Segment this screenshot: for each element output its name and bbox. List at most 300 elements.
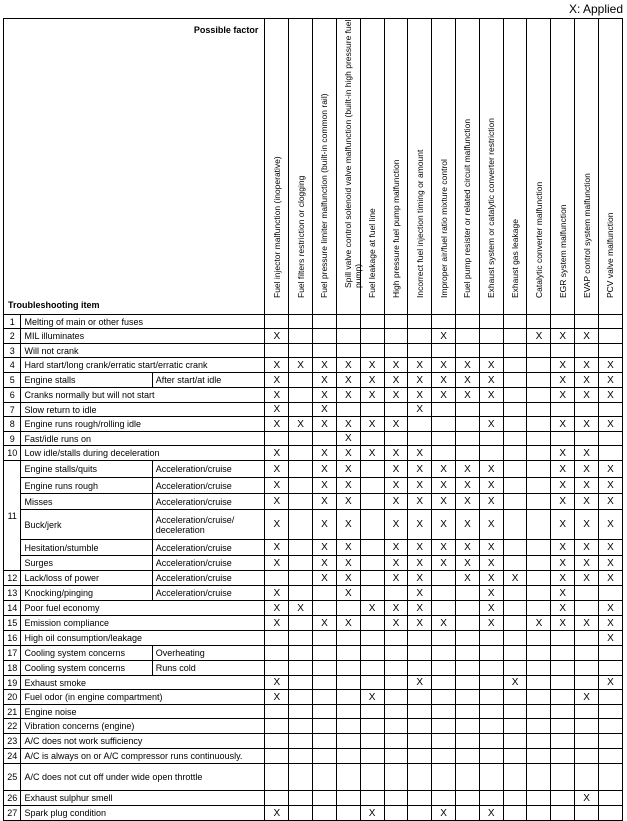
factor-cell [527, 373, 551, 388]
factor-cell [503, 764, 527, 791]
factor-cell [575, 806, 599, 821]
applied-mark: X [384, 478, 408, 494]
table-row [4, 540, 623, 556]
applied-mark: X [360, 806, 384, 821]
applied-mark: X [575, 329, 599, 344]
factor-cell [432, 315, 456, 329]
applied-mark: X [408, 403, 432, 417]
row-item: Hard start/long crank/erratic start/erratic crank [21, 358, 265, 373]
factor-cell [432, 417, 456, 432]
factor-cell [479, 734, 503, 749]
applied-mark: X [432, 461, 456, 478]
table-row [4, 478, 623, 494]
applied-mark: X [598, 571, 622, 586]
table-row [4, 373, 623, 388]
factor-cell [265, 734, 289, 749]
factor-cell [527, 806, 551, 821]
applied-mark: X [432, 358, 456, 373]
row-number: 4 [4, 358, 21, 373]
factor-cell [527, 388, 551, 403]
row-item: Spark plug condition [21, 806, 265, 821]
factor-cell [456, 749, 480, 764]
row-item: A/C does not cut off under wide open throttle [21, 764, 265, 791]
factor-cell [384, 403, 408, 417]
factor-cell [527, 461, 551, 478]
factor-cell [384, 315, 408, 329]
factor-cell [265, 791, 289, 806]
factor-cell [432, 734, 456, 749]
factor-cell [408, 661, 432, 676]
applied-mark: X [265, 601, 289, 616]
table-row [4, 749, 623, 764]
factor-cell [575, 601, 599, 616]
factor-cell [551, 344, 575, 358]
applied-mark: X [479, 540, 503, 556]
factor-cell [503, 646, 527, 661]
factor-cell [360, 676, 384, 690]
factor-cell [336, 631, 360, 646]
table-row [4, 358, 623, 373]
applied-mark: X [551, 540, 575, 556]
row-condition: Acceleration/cruise [152, 586, 265, 601]
table-row [4, 719, 623, 734]
factor-cell [527, 510, 551, 540]
factor-cell [598, 791, 622, 806]
factor-cell [479, 631, 503, 646]
row-item: Engine noise [21, 705, 265, 719]
factor-cell [289, 373, 313, 388]
factor-cell [289, 556, 313, 571]
factor-header [598, 19, 622, 315]
factor-cell [289, 719, 313, 734]
applied-mark: X [456, 478, 480, 494]
troubleshooting-item-label: Troubleshooting item [8, 300, 100, 310]
factor-cell [265, 661, 289, 676]
applied-mark: X [575, 556, 599, 571]
applied-mark: X [551, 571, 575, 586]
factor-cell [456, 646, 480, 661]
applied-mark: X [432, 494, 456, 510]
troubleshooting-table [3, 18, 623, 821]
applied-mark: X [336, 494, 360, 510]
factor-cell [432, 661, 456, 676]
applied-mark: X [408, 540, 432, 556]
factor-cell [456, 631, 480, 646]
factor-header [479, 19, 503, 315]
factor-cell [551, 764, 575, 791]
table-row [4, 494, 623, 510]
applied-mark: X [313, 478, 337, 494]
factor-header [551, 19, 575, 315]
applied-mark: X [336, 417, 360, 432]
row-item: Cranks normally but will not start [21, 388, 265, 403]
factor-cell [551, 432, 575, 446]
applied-mark: X [384, 373, 408, 388]
applied-mark: X [456, 540, 480, 556]
factor-cell [479, 749, 503, 764]
applied-mark: X [408, 478, 432, 494]
factor-cell [598, 690, 622, 705]
applied-mark: X [313, 540, 337, 556]
applied-mark: X [336, 571, 360, 586]
table-row [4, 417, 623, 432]
factor-cell [527, 556, 551, 571]
factor-cell [408, 705, 432, 719]
row-number: 8 [4, 417, 21, 432]
factor-cell [503, 494, 527, 510]
factor-cell [503, 791, 527, 806]
applied-mark: X [598, 417, 622, 432]
factor-cell [265, 719, 289, 734]
factor-cell [527, 719, 551, 734]
applied-mark: X [384, 494, 408, 510]
factor-label: Fuel filters restriction or clogging [295, 175, 306, 298]
table-row [4, 329, 623, 344]
applied-mark: X [551, 601, 575, 616]
factor-cell [598, 806, 622, 821]
factor-cell [456, 676, 480, 690]
row-number: 12 [4, 571, 21, 586]
factor-cell [527, 631, 551, 646]
table-row [4, 690, 623, 705]
row-item: Exhaust sulphur smell [21, 791, 265, 806]
factor-cell [289, 388, 313, 403]
factor-cell [527, 646, 551, 661]
row-item: Lack/loss of power [21, 571, 152, 586]
factor-cell [289, 494, 313, 510]
factor-cell [313, 344, 337, 358]
factor-cell [432, 646, 456, 661]
applied-mark: X [598, 556, 622, 571]
applied-mark: X [289, 601, 313, 616]
factor-cell [360, 510, 384, 540]
factor-cell [384, 661, 408, 676]
applied-mark: X [360, 358, 384, 373]
factor-cell [527, 432, 551, 446]
applied-mark: X [265, 373, 289, 388]
applied-mark: X [551, 586, 575, 601]
factor-cell [575, 631, 599, 646]
factor-cell [503, 749, 527, 764]
applied-mark: X [551, 494, 575, 510]
factor-cell [360, 719, 384, 734]
applied-mark: X [384, 616, 408, 631]
factor-cell [479, 719, 503, 734]
factor-cell [360, 586, 384, 601]
factor-cell [336, 344, 360, 358]
applied-mark: X [598, 373, 622, 388]
applied-mark: X [479, 478, 503, 494]
factor-cell [289, 616, 313, 631]
applied-mark: X [479, 586, 503, 601]
applied-mark: X [479, 571, 503, 586]
factor-header [575, 19, 599, 315]
factor-cell [384, 329, 408, 344]
factor-cell [527, 403, 551, 417]
factor-cell [289, 329, 313, 344]
row-number: 10 [4, 446, 21, 461]
applied-mark: X [265, 388, 289, 403]
factor-header [265, 19, 289, 315]
applied-mark: X [408, 676, 432, 690]
row-number: 26 [4, 791, 21, 806]
applied-mark: X [479, 417, 503, 432]
applied-mark: X [313, 403, 337, 417]
factor-cell [479, 446, 503, 461]
applied-mark: X [598, 358, 622, 373]
factor-label: Spill valve control solenoid valve malfunction (built-in high pressure fuel pump) [343, 19, 364, 288]
table-row [4, 616, 623, 631]
row-number: 14 [4, 601, 21, 616]
factor-cell [432, 586, 456, 601]
row-number: 3 [4, 344, 21, 358]
applied-mark: X [598, 676, 622, 690]
applied-mark: X [265, 690, 289, 705]
factor-cell [289, 586, 313, 601]
applied-mark: X [551, 556, 575, 571]
applied-mark: X [575, 358, 599, 373]
factor-cell [456, 446, 480, 461]
factor-cell [503, 661, 527, 676]
applied-mark: X [598, 540, 622, 556]
factor-cell [384, 344, 408, 358]
factor-cell [456, 432, 480, 446]
factor-cell [527, 315, 551, 329]
factor-cell [360, 344, 384, 358]
row-number: 22 [4, 719, 21, 734]
factor-cell [360, 791, 384, 806]
factor-label: Exhaust gas leakage [510, 219, 521, 298]
factor-header [384, 19, 408, 315]
factor-cell [336, 764, 360, 791]
factor-cell [503, 373, 527, 388]
factor-label: EVAP control system malfunction [581, 173, 592, 298]
factor-cell [527, 494, 551, 510]
applied-mark: X [265, 478, 289, 494]
factor-cell [551, 661, 575, 676]
factor-cell [360, 478, 384, 494]
applied-mark: X [360, 373, 384, 388]
applied-mark: X [598, 601, 622, 616]
row-condition: Acceleration/cruise [152, 540, 265, 556]
applied-mark: X [265, 510, 289, 540]
factor-cell [360, 403, 384, 417]
factor-cell [313, 705, 337, 719]
applied-mark: X [384, 461, 408, 478]
factor-cell [384, 586, 408, 601]
factor-cell [527, 705, 551, 719]
row-item: Engine stalls/quits [21, 461, 152, 478]
factor-header [503, 19, 527, 315]
table-row [4, 705, 623, 719]
factor-cell [432, 676, 456, 690]
applied-mark: X [432, 510, 456, 540]
row-number: 25 [4, 764, 21, 791]
factor-cell [598, 764, 622, 791]
applied-mark: X [336, 373, 360, 388]
factor-cell [432, 344, 456, 358]
applied-mark: X [289, 417, 313, 432]
factor-cell [336, 403, 360, 417]
factor-cell [289, 571, 313, 586]
factor-cell [360, 556, 384, 571]
applied-mark: X [479, 388, 503, 403]
factor-cell [527, 586, 551, 601]
factor-cell [408, 734, 432, 749]
row-item: Knocking/pinging [21, 586, 152, 601]
row-item: A/C is always on or A/C compressor runs continuously. [21, 749, 265, 764]
factor-cell [503, 690, 527, 705]
applied-mark: X [360, 417, 384, 432]
table-row [4, 315, 623, 329]
applied-mark: X [479, 616, 503, 631]
applied-mark: X [408, 556, 432, 571]
factor-cell [456, 417, 480, 432]
factor-cell [313, 646, 337, 661]
applied-mark: X [265, 494, 289, 510]
factor-cell [289, 690, 313, 705]
factor-cell [432, 764, 456, 791]
factor-cell [456, 734, 480, 749]
factor-cell [527, 540, 551, 556]
factor-cell [360, 734, 384, 749]
factor-cell [336, 690, 360, 705]
factor-cell [551, 690, 575, 705]
applied-mark: X [384, 417, 408, 432]
factor-cell [432, 571, 456, 586]
applied-mark: X [551, 388, 575, 403]
applied-mark: X [384, 556, 408, 571]
factor-cell [313, 315, 337, 329]
factor-cell [360, 646, 384, 661]
applied-mark: X [360, 446, 384, 461]
table-row [4, 461, 623, 478]
factor-cell [432, 719, 456, 734]
factor-cell [336, 661, 360, 676]
applied-mark: X [408, 601, 432, 616]
factor-cell [503, 417, 527, 432]
applied-mark: X [479, 494, 503, 510]
applied-mark: X [336, 556, 360, 571]
factor-cell [479, 705, 503, 719]
factor-cell [432, 690, 456, 705]
applied-mark: X [575, 494, 599, 510]
factor-cell [503, 432, 527, 446]
factor-cell [456, 403, 480, 417]
applied-mark: X [336, 478, 360, 494]
factor-cell [360, 315, 384, 329]
applied-mark: X [265, 329, 289, 344]
factor-cell [360, 461, 384, 478]
factor-cell [479, 676, 503, 690]
factor-header [456, 19, 480, 315]
factor-label: Fuel injector malfunction (inoperative) [271, 156, 282, 298]
applied-mark: X [432, 373, 456, 388]
factor-cell [598, 661, 622, 676]
applied-mark: X [432, 478, 456, 494]
table-row [4, 403, 623, 417]
factor-cell [598, 646, 622, 661]
factor-cell [503, 540, 527, 556]
applied-mark: X [336, 446, 360, 461]
applied-mark: X [575, 461, 599, 478]
applied-mark: X [479, 601, 503, 616]
factor-cell [360, 540, 384, 556]
factor-cell [527, 478, 551, 494]
applied-mark: X [408, 446, 432, 461]
factor-cell [575, 719, 599, 734]
factor-cell [503, 631, 527, 646]
applied-mark: X [456, 510, 480, 540]
applied-mark: X [408, 510, 432, 540]
table-row [4, 446, 623, 461]
factor-cell [313, 806, 337, 821]
applied-mark: X [384, 601, 408, 616]
factor-label: Improper air/fuel ratio mixture control [438, 159, 449, 298]
applied-mark: X [289, 358, 313, 373]
factor-header [313, 19, 337, 315]
applied-mark: X [598, 388, 622, 403]
factor-label: Catalytic converter malfunction [533, 181, 544, 298]
factor-cell [289, 631, 313, 646]
applied-mark: X [456, 358, 480, 373]
table-row [4, 734, 623, 749]
factor-cell [313, 329, 337, 344]
row-item: Fast/idle runs on [21, 432, 265, 446]
row-item: A/C does not work sufficiency [21, 734, 265, 749]
applied-mark: X [384, 388, 408, 403]
applied-mark: X [408, 571, 432, 586]
factor-cell [551, 791, 575, 806]
applied-mark: X [313, 571, 337, 586]
row-item: Fuel odor (in engine compartment) [21, 690, 265, 705]
factor-cell [289, 676, 313, 690]
factor-cell [408, 417, 432, 432]
factor-cell [336, 676, 360, 690]
factor-cell [408, 791, 432, 806]
factor-header [408, 19, 432, 315]
applied-mark: X [551, 329, 575, 344]
applied-mark: X [313, 388, 337, 403]
row-number: 1 [4, 315, 21, 329]
factor-cell [527, 571, 551, 586]
factor-cell [384, 676, 408, 690]
row-number: 2 [4, 329, 21, 344]
applied-mark: X [551, 373, 575, 388]
applied-mark: X [575, 540, 599, 556]
factor-cell [313, 676, 337, 690]
factor-cell [479, 344, 503, 358]
factor-cell [289, 315, 313, 329]
row-item: Exhaust smoke [21, 676, 265, 690]
row-item: Cooling system concerns [21, 661, 152, 676]
row-number: 13 [4, 586, 21, 601]
factor-cell [336, 734, 360, 749]
factor-cell [313, 601, 337, 616]
applied-mark: X [575, 478, 599, 494]
table-row [4, 586, 623, 601]
factor-cell [503, 556, 527, 571]
factor-cell [408, 329, 432, 344]
factor-cell [598, 344, 622, 358]
factor-cell [479, 403, 503, 417]
applied-mark: X [336, 358, 360, 373]
row-condition: Overheating [152, 646, 265, 661]
factor-cell [289, 749, 313, 764]
applied-mark: X [432, 806, 456, 821]
factor-cell [527, 676, 551, 690]
factor-cell [575, 344, 599, 358]
